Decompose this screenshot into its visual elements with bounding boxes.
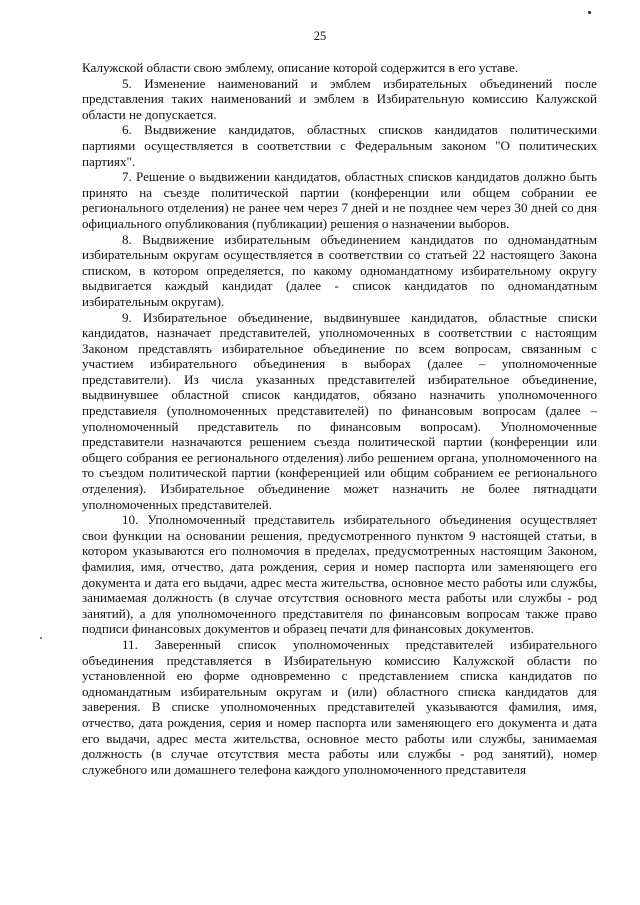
paragraph-continuation: Калужской области свою эмблему, описание которой содержится в его уставе. — [82, 60, 519, 75]
paragraph-7: 7. Решение о выдвижении кандидатов, областных списков кандидатов должно быть принято на съезде политической партии (конференции или общем собрании ее регионального отделения) не ранее чем через 7 дней и не позднее чем через 30 дней со дня официального опубликования (публикации) решения о назначении выборов. — [82, 169, 597, 231]
paragraph-8: 8. Выдвижение избирательным объединением кандидатов по одномандатным избирательным округам осуществляется в соответствии со статьей 22 настоящего Закона списком, в котором определяется, по какому одномандатному избирательному округу выдвигается каждый кандидат (далее - список кандидатов по одномандатным избирательным округам). — [82, 231, 597, 309]
scan-speck-margin — [40, 637, 42, 639]
paragraph-9: 9. Избирательное объединение, выдвинувшее кандидатов, областные списки кандидатов, назначает представителей, уполномоченных в соответствии с настоящим Законом представлять избирательное объединение по всем вопросам, связанным с участием избирательного объединения в выборах (далее – уполномоченные представители). Из числа указанных представителей избирательное объединение, выдвинувшее областной список кандидатов, обязано назначить уполномоченного представиеля (уполномоченных представителей) по финансовым вопросам (далее – уполномоченный представитель по финансовым вопросам). Уполномоченные представители назначаются решением съезда политической партии (конференции или общего собрания ее регионального отделения) либо решением органа, уполномоченного на то съездом политической партии (конференцией или общим собранием ее регионального отделения). Избирательное объединение может назначить не более пятнадцати уполномоченных представителей. — [82, 309, 597, 512]
paragraph-11: 11. Заверенный список уполномоченных представителей избирательного объединения представляется в Избирательную комиссию Калужской области по установленной ею форме одновременно с представлением списка кандидатов по одномандатным избирательным округам и (или) областного списка кандидатов для заверения. В списке уполномоченных представителей указываются фамилия, имя, отчество, дата рождения, серия и номер паспорта или заменяющего его документа и дата его выдачи, адрес места жительства, основное место работы или службы, занимаемая должность (в случае отсутствия места работы или службы - род занятий), номер служебного или домашнего телефона каждого уполномоченного представителя — [82, 636, 597, 777]
scan-speck — [588, 11, 591, 14]
paragraph-10: 10. Уполномоченный представитель избирательного объединения осуществляет свои функции на основании решения, предусмотренного пунктом 9 настоящей статьи, в котором указываются его полномочия в пределах, предусмотренных настоящим Законом, фамилия, имя, отчество, дата рождения, серия и номер паспорта или заменяющего его документа и дата его выдачи, адрес места жительства, основное место работы или службы, занимаемая должность (в случае отсутствия основного места работы или службы - род занятий), а для уполномоченного представителя по финансовым вопросам также право подписи финансовых документов и образец печати для финансовых документов. — [82, 512, 597, 637]
page-number: 25 — [313, 29, 327, 43]
paragraph-5: 5. Изменение наименований и эмблем избирательных объединений после представления таких наименований и эмблем в Избирательную комиссию Калужской области не допускается. — [82, 75, 597, 122]
document-body — [82, 60, 597, 777]
paragraph-6: 6. Выдвижение кандидатов, областных списков кандидатов политическими партиями осуществляется в соответствии с Федеральным законом "О политических партиях". — [82, 122, 597, 169]
